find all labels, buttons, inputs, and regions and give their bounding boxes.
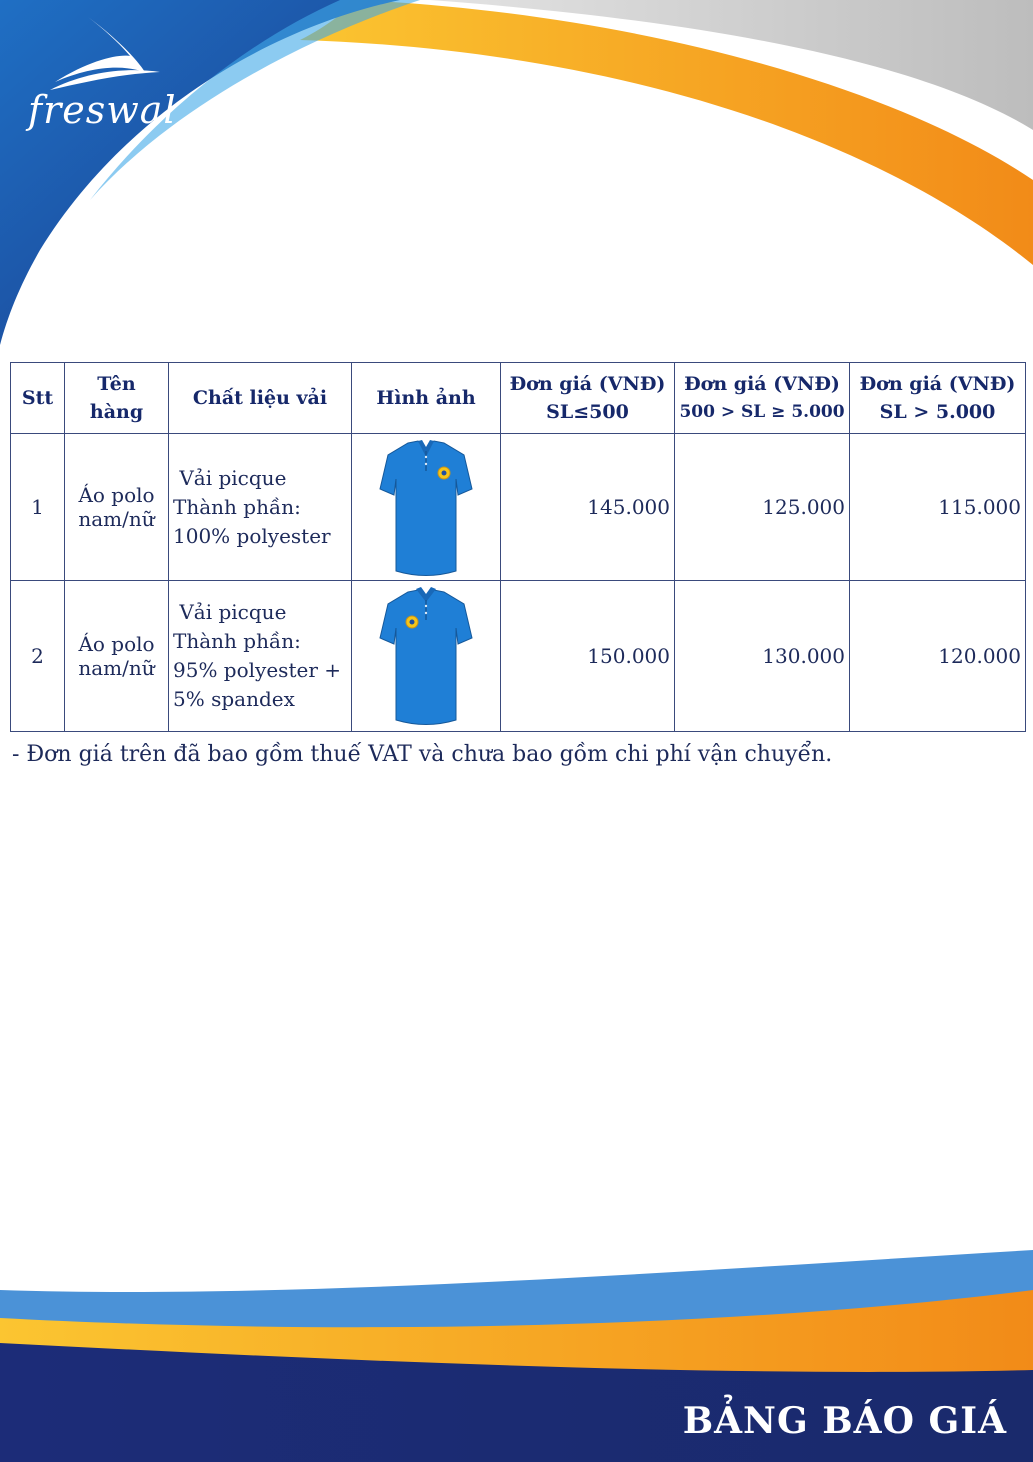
row-price-tier3: 120.000 — [850, 581, 1026, 732]
polo-shirt-icon — [376, 437, 476, 577]
polo-shirt-icon — [376, 586, 476, 726]
header-price-tier3-range: SL > 5.000 — [879, 401, 996, 423]
material-line: 5% spandex — [173, 687, 295, 711]
brand-name: freswal — [28, 88, 177, 132]
price-table — [10, 362, 1026, 732]
material-line: Thành phần: — [173, 629, 301, 653]
header-price-tier2 — [675, 363, 850, 434]
row-stt: 1 — [11, 434, 65, 581]
header-price-tier3-title: Đơn giá (VNĐ) — [859, 373, 1016, 395]
row-image — [352, 434, 501, 581]
header-price-tier1 — [501, 363, 675, 434]
product-name-line2: nam/nữ — [78, 507, 155, 531]
row-image — [352, 581, 501, 732]
header-name — [65, 363, 169, 434]
material-line: Vải picque — [173, 600, 287, 624]
row-product-name — [65, 581, 169, 732]
header-stt: Stt — [11, 363, 65, 434]
material-line: 100% polyester — [173, 523, 331, 548]
header-price-tier2-title: Đơn giá (VNĐ) — [684, 373, 840, 395]
product-name-line1: Áo polo — [78, 483, 155, 507]
material-line: 95% polyester + — [173, 658, 341, 682]
material-line: Vải picque — [173, 465, 287, 490]
header-price-tier1-range: SL≤500 — [546, 401, 629, 423]
header-name-line1: Tên — [97, 373, 136, 395]
row-price-tier2: 125.000 — [675, 434, 850, 581]
row-material — [169, 434, 352, 581]
table-row — [11, 581, 1026, 732]
table-header-row — [11, 363, 1026, 434]
row-material — [169, 581, 352, 732]
row-price-tier1: 150.000 — [501, 581, 675, 732]
footer-title: BẢNG BÁO GIÁ — [682, 1400, 1007, 1442]
product-name-line2: nam/nữ — [78, 656, 155, 680]
header-image: Hình ảnh — [352, 363, 501, 434]
table-row — [11, 434, 1026, 581]
header-price-tier1-title: Đơn giá (VNĐ) — [509, 373, 666, 395]
row-stt: 2 — [11, 581, 65, 732]
product-name-line1: Áo polo — [78, 632, 155, 656]
header-name-line2: hàng — [89, 401, 144, 423]
row-price-tier3: 115.000 — [850, 434, 1026, 581]
row-product-name — [65, 434, 169, 581]
row-price-tier2: 130.000 — [675, 581, 850, 732]
header-price-tier3 — [850, 363, 1026, 434]
row-price-tier1: 145.000 — [501, 434, 675, 581]
price-note: - Đơn giá trên đã bao gồm thuế VAT và chưa bao gồm chi phí vận chuyển. — [12, 742, 833, 767]
header-price-tier2-range: 500 > SL ≥ 5.000 — [679, 402, 845, 422]
header-material: Chất liệu vải — [169, 363, 352, 434]
material-line: Thành phần: — [173, 494, 301, 519]
